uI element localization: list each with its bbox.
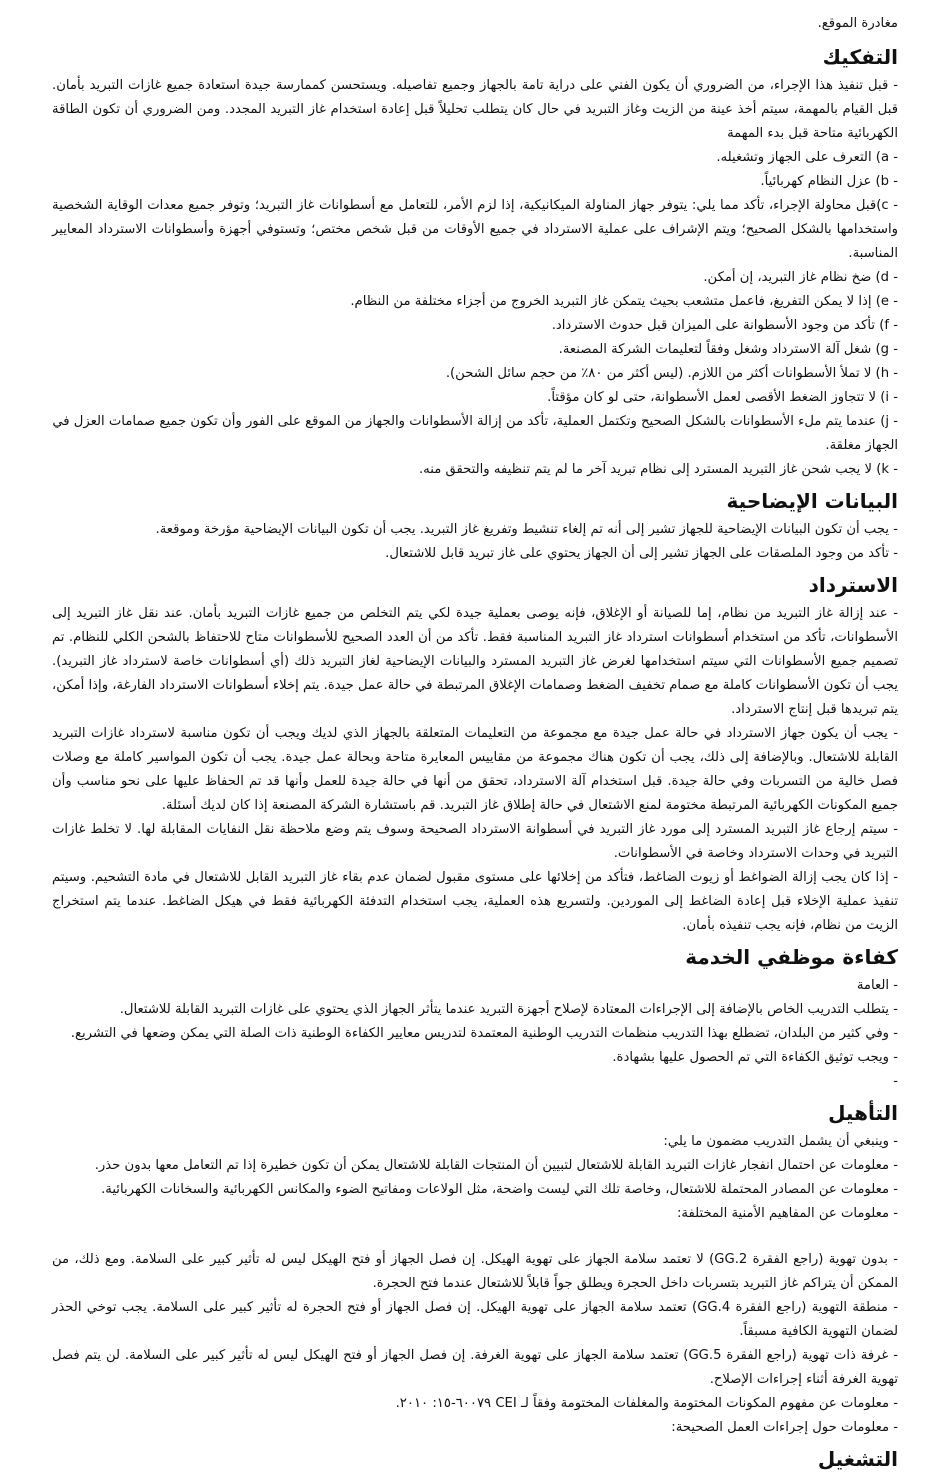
list-item: - عند إزالة غاز التبريد من نظام، إما للصيانة أو الإغلاق، فإنه يوصى بعملية جيدة لكي يتم التخلص من جميع غازات التبريد بأمان. عند نقل غاز التبريد إلى الأسطوانات، تأكد من استخدام أسطوانات استرداد غاز التبريد المناسبة فقط. تأكد من أن العدد الصحيح للأسطوانات متاح للاحتفاظ بالشحن الكلي للنظام. تم تصميم جميع الأسطوانات التي سيتم استخدامها لغرض غاز التبريد المسترد والبيانات الإيضاحية لغاز التبريد ذلك (أي أسطوانات خاصة لاسترداد غاز التبريد). يجب أن تكون الأسطوانات كاملة مع صمام تخفيف الضغط وصمامات الإغلاق المرتبطة في حالة عمل جيدة. يتم إخلاء أسطوانات الاسترداد الفارغة، وإذا أمكن، يتم تبريدها قبل إنتاج الاسترداد. [52, 606, 898, 717]
section-title-operation: التشغيل [817, 1447, 898, 1471]
list-item: - d) ضخ نظام غاز التبريد، إن أمكن. [703, 270, 898, 285]
list-item: - k) لا يجب شحن غاز التبريد المسترد إلى نظام تبريد آخر ما لم يتم تنظيفه والتحقق منه. [418, 462, 898, 477]
list-item: - وفي كثير من البلدان، تضطلع بهذا التدريب منظمات التدريب الوطنية المعتمدة لتدريس معايير الكفاءة الوطنية ذات الصلة التي يمكن وضعها في التشريع. [70, 1026, 898, 1041]
list-item: - يجب أن تكون البيانات الإيضاحية للجهاز تشير إلى أنه تم إلغاء تنشيط وتفريغ غاز التبريد. يجب أن تكون البيانات الإيضاحية مؤرخة وموقعة. [155, 522, 898, 537]
section-title-competence: كفاءة موظفي الخدمة [685, 945, 898, 969]
list-item: - معلومات عن احتمال انفجار غازات التبريد القابلة للاشتعال لتبيين أن المنتجات القابلة للاشتعال يمكن أن تكون خطيرة إذا تم التعامل معها بدون حذر. [94, 1158, 898, 1173]
list-item: - وينبغي أن يشمل التدريب مضمون ما يلي: [663, 1134, 898, 1149]
list-item: - معلومات عن مفهوم المكونات المختومة والمغلفات المختومة وفقاً لـ CEI ٦٠٠٧٩-١٥: ٢٠١٠. [395, 1396, 898, 1411]
spacer [52, 1226, 898, 1248]
section-title-recovery: الاسترداد [808, 573, 898, 597]
section-title-qualification: التأهيل [828, 1101, 898, 1125]
list-item: - سيتم إرجاع غاز التبريد المسترد إلى مورد غاز التبريد في أسطوانة الاسترداد الصحيحة وسوف يتم وضع ملاحظة نقل النفايات المقابلة لها. لا تخلط غازات التبريد في وحدات الاسترداد وخاصة في الأسطوانات. [52, 822, 898, 861]
list-item: - g) شغل آلة الاسترداد وشغل وفقاً لتعليمات الشركة المصنعة. [558, 342, 898, 357]
list-item: - العامة [856, 978, 898, 993]
list-item: - a) التعرف على الجهاز وتشغيله. [716, 150, 898, 165]
list-item: - غرفة ذات تهوية (راجع الفقرة GG.5) تعتمد سلامة الجهاز على تهوية الغرفة. إن فصل الجهاز أو فتح الهيكل ليس له تأثير كبير على السلامة. لن يتم فصل تهوية الغرفة أثناء إجراءات الإصلاح. [52, 1348, 898, 1387]
section-title-labels: البيانات الإيضاحية [726, 489, 898, 513]
list-item: - معلومات عن المصادر المحتملة للاشتعال، وخاصة تلك التي ليست واضحة، مثل الولاعات ومفاتيح الضوء والمكانس الكهربائية والسخانات الكهربائية. [101, 1182, 898, 1197]
list-item: - b) عزل النظام كهربائياً. [760, 174, 898, 189]
section-title-dismantling: التفكيك [822, 45, 898, 69]
dismantling-intro: - قبل تنفيذ هذا الإجراء، من الضروري أن يكون الفني على دراية تامة بالجهاز وجميع تفاصيله. ويستحسن كممارسة جيدة استعادة جميع غازات التبريد بأمان. قبل القيام بالمهمة، سيتم أخذ عينة من الزيت وغاز التبريد في حال كان يتطلب تحليلاً قبل إعادة استخدام غاز التبريد المجدد. ومن الضروري أن تكون الطاقة الكهربائية متاحة قبل بدء المهمة [52, 78, 898, 141]
list-item: - بدون تهوية (راجع الفقرة GG.2) لا تعتمد سلامة الجهاز على تهوية الهيكل. إن فصل الجهاز أو فتح الهيكل ليس له تأثير كبير على السلامة. ومع ذلك، من الممكن أن يتراكم غاز التبريد بتسربات داخل الحجرة ويطلق جواً قابلاً للاشتعال عندما فتح الحجرة. [52, 1252, 898, 1291]
list-item: - c)قبل محاولة الإجراء، تأكد مما يلي: يتوفر جهاز المناولة الميكانيكية، إذا لزم الأمر، للتعامل مع أسطوانات غاز التبريد؛ وتوفر جميع معدات الوقاية الشخصية واستخدامها بالشكل الصحيح؛ ويتم الإشراف على عملية الاسترداد في جميع الأوقات من قبل شخص مختص؛ وتستوفي أجهزة وأسطوانات الاسترداد المعايير المناسبة. [52, 198, 898, 261]
list-item: - تأكد من وجود الملصقات على الجهاز تشير إلى أن الجهاز يحتوي على غاز تبريد قابل للاشتعال. [385, 546, 898, 561]
list-item: - إذا كان يجب إزالة الضواغط أو زيوت الضاغط، فتأكد من إخلائها على مستوى مقبول لضمان عدم بقاء غاز التبريد القابل للاشتعال في مادة التشحيم. وسيتم تنفيذ عملية الإخلاء قبل إعادة الضاغط إلى الموردين. ولتسريع هذه العملية، يجب استخدام التدفئة الكهربائية فقط في هيكل الضاغط. عندما يتم استخراج الزيت من نظام، فإنه يجب تنفيذه بأمان. [52, 870, 898, 933]
top-line: مغادرة الموقع. [817, 16, 898, 31]
list-item: - معلومات حول إجراءات العمل الصحيحة: [671, 1420, 898, 1435]
list-item: - e) إذا لا يمكن التفريغ، فاعمل متشعب بحيث يتمكن غاز التبريد الخروج من أجزاء مختلفة من النظام. [350, 294, 898, 309]
list-item: - [893, 1074, 898, 1089]
list-item: - يجب أن يكون جهاز الاسترداد في حالة عمل جيدة مع مجموعة من التعليمات المتعلقة بالجهاز الذي لديك ويجب أن تكون مناسبة لاسترداد غازات التبريد القابلة للاشتعال. وبالإضافة إلى ذلك، يجب أن تكون هناك مجموعة من مقاييس المعايرة متاحة وبحالة عمل جيدة. يجب أن تكون المواسير كاملة مع وصلات فصل خالية من التسربات وفي حالة جيدة. قبل استخدام آلة الاسترداد، تحقق من أنها في حالة جيدة للعمل وأنها قد تم الحفاظ عليها على نحو مناسب وأن جميع المكونات الكهربائية المرتبطة مختومة لمنع الاشتعال في حالة إطلاق غاز التبريد. قم باستشارة الشركة المصنعة إذا كان لديك أسئلة. [52, 726, 898, 813]
list-item: - i) لا تتجاوز الضغط الأقصى لعمل الأسطوانة، حتى لو كان مؤقتاً. [547, 390, 898, 405]
list-item: - معلومات عن المفاهيم الأمنية المختلفة: [676, 1206, 898, 1221]
list-item: - ويجب توثيق الكفاءة التي تم الحصول عليها بشهادة. [612, 1050, 898, 1065]
list-item: - h) لا تملأ الأسطوانات أكثر من اللازم. (ليس أكثر من ٨٠٪ من حجم سائل الشحن). [445, 366, 898, 381]
list-item: - f) تأكد من وجود الأسطوانة على الميزان قبل حدوث الاسترداد. [551, 318, 898, 333]
list-item: - j) عندما يتم ملء الأسطوانات بالشكل الصحيح وتكتمل العملية، تأكد من إزالة الأسطوانات والجهاز من الموقع على الفور وأن تكون جميع صمامات العزل في الجهاز مغلقة. [52, 414, 898, 453]
list-item: - يتطلب التدريب الخاص بالإضافة إلى الإجراءات المعتادة لإصلاح أجهزة التبريد عندما يتأثر الجهاز الذي يحتوي على غازات التبريد القابلة للاشتعال. [119, 1002, 898, 1017]
list-item: - منطقة التهوية (راجع الفقرة GG.4) تعتمد سلامة الجهاز على تهوية الهيكل. إن فصل الجهاز أو فتح الحجرة له تأثير كبير على السلامة. يجب توخي الحذر لضمان التهوية الكافية مسبقاً. [52, 1300, 898, 1339]
